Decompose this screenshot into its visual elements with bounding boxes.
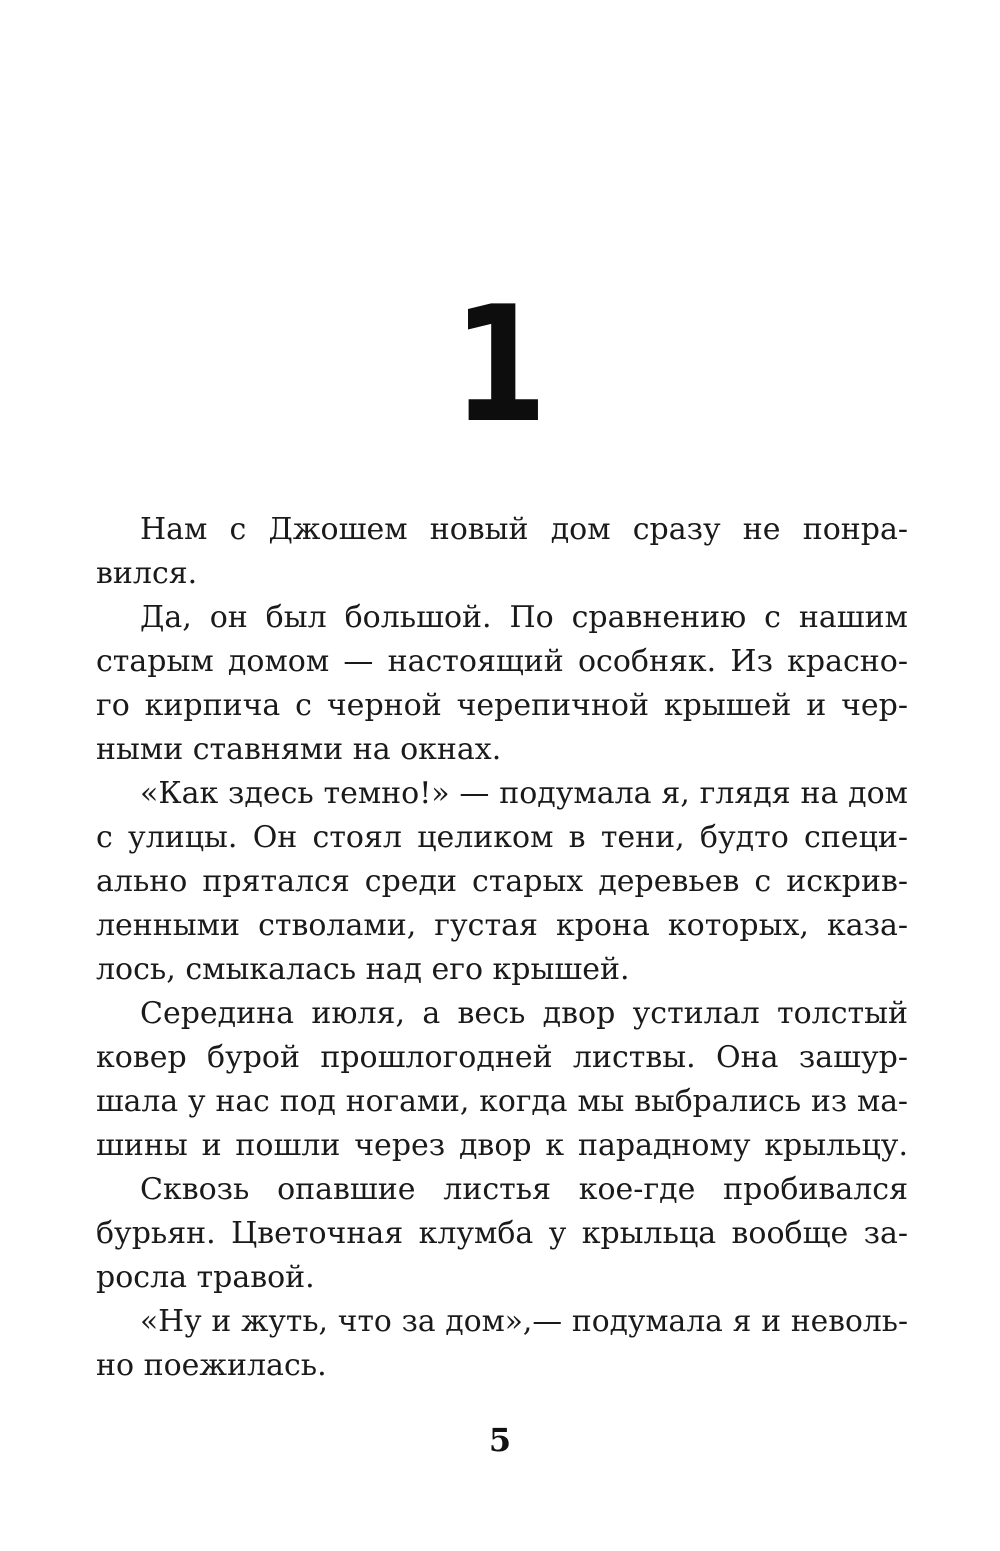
- text-line: Сквозь опавшие листья кое-где пробивался: [140, 1172, 908, 1207]
- text-line: ными ставнями на окнах.: [96, 732, 502, 767]
- text-line: росла травой.: [96, 1260, 315, 1295]
- text-line: шины и пошли через двор к парадному крыльцу.: [96, 1128, 908, 1163]
- text-line: вился.: [96, 556, 198, 591]
- text-line: но поежилась.: [96, 1348, 327, 1383]
- text-line: шала у нас под ногами, когда мы выбрались из ма-: [96, 1084, 908, 1119]
- text-line: Нам с Джошем новый дом сразу не понра-: [140, 512, 908, 547]
- chapter-text: [96, 508, 908, 1388]
- text-line: лось, смыкалась над его крышей.: [96, 952, 630, 987]
- text-line: ленными стволами, густая крона которых, каза-: [96, 908, 908, 943]
- text-line: ально прятался среди старых деревьев с искрив-: [96, 864, 908, 899]
- text-line: бурьян. Цветочная клумба у крыльца вообще за-: [96, 1216, 908, 1251]
- text-line: Да, он был большой. По сравнению с нашим: [140, 600, 908, 635]
- text-line: старым домом — настоящий особняк. Из красно-: [96, 644, 908, 679]
- text-line: с улицы. Он стоял целиком в тени, будто специ-: [96, 820, 908, 855]
- text-line: ковер бурой прошлогодней листвы. Она зашур-: [96, 1040, 908, 1075]
- text-line: «Ну и жуть, что за дом»,— подумала я и неволь-: [140, 1304, 908, 1339]
- chapter-number: 1: [452, 271, 548, 458]
- page-number: 5: [488, 1421, 512, 1459]
- text-line: «Как здесь темно!» — подумала я, глядя на дом: [140, 776, 908, 811]
- text-line: Середина июля, а весь двор устилал толстый: [140, 996, 908, 1031]
- text-line: го кирпича с черной черепичной крышей и чер-: [96, 688, 908, 723]
